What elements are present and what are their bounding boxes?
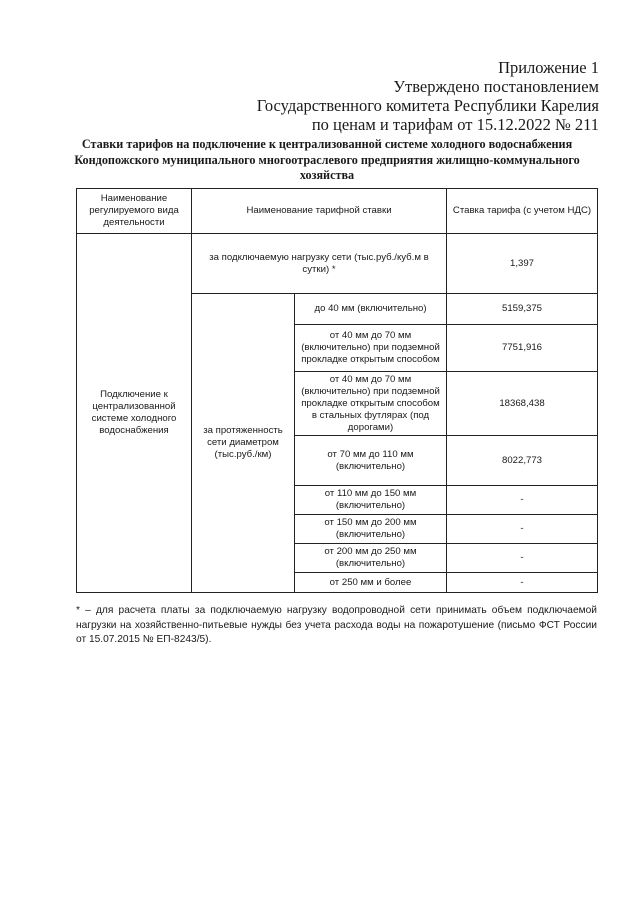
activity-cell: Подключение к централизованной системе холодного водоснабжения	[77, 234, 192, 593]
diameter-cell: от 150 мм до 200 мм (включительно)	[295, 515, 447, 544]
appendix-label: Приложение 1	[498, 58, 599, 77]
diameter-cell: от 110 мм до 150 мм (включительно)	[295, 486, 447, 515]
rate-value-cell: 18368,438	[447, 372, 598, 436]
diameter-cell: от 40 мм до 70 мм (включительно) при подземной прокладке открытым способом в стальных футлярах (под дорогами)	[295, 372, 447, 436]
rate-value-cell: 7751,916	[447, 325, 598, 372]
approval-header	[179, 58, 599, 134]
diameter-cell: до 40 мм (включительно)	[295, 294, 447, 325]
column-header-activity: Наименование регулируемого вида деятельности	[77, 189, 192, 234]
load-rate-label: за подключаемую нагрузку сети (тыс.руб./куб.м в сутки) *	[192, 234, 447, 294]
footnote: * – для расчета платы за подключаемую нагрузку водопроводной сети принимать объем подключаемой нагрузки на хозяйственно-питьевые нужды без учета расхода воды на пожаротушение (письмо ФСТ России от 15.07.2015 № ЕП-8243/5).	[76, 605, 597, 645]
column-header-rate-name: Наименование тарифной ставки	[192, 189, 447, 234]
rate-value-cell: 5159,375	[447, 294, 598, 325]
table-header-row	[77, 189, 598, 234]
resolution-date: по ценам и тарифам от 15.12.2022 № 211	[311, 115, 599, 134]
load-rate-value: 1,397	[447, 234, 598, 294]
document-title: Ставки тарифов на подключение к централизованной системе холодного водоснабжения Кондопожского муниципального многоотраслевого предприятия жилищно-коммунального хозяйства	[74, 137, 580, 182]
committee-name: Государственного комитета Республики Карелия	[256, 96, 599, 115]
rate-value-cell: -	[447, 515, 598, 544]
length-rate-label: за протяженность сети диаметром (тыс.руб./км)	[192, 294, 295, 593]
diameter-cell: от 200 мм до 250 мм (включительно)	[295, 544, 447, 573]
diameter-cell: от 40 мм до 70 мм (включительно) при подземной прокладке открытым способом	[295, 325, 447, 372]
tariff-table	[76, 188, 598, 593]
rate-value-cell: -	[447, 486, 598, 515]
diameter-cell: от 70 мм до 110 мм (включительно)	[295, 436, 447, 486]
rate-value-cell: -	[447, 573, 598, 593]
column-header-rate: Ставка тарифа (с учетом НДС)	[447, 189, 598, 234]
approved-by-label: Утверждено постановлением	[393, 77, 599, 96]
rate-value-cell: 8022,773	[447, 436, 598, 486]
table-row	[77, 234, 598, 294]
diameter-cell: от 250 мм и более	[295, 573, 447, 593]
rate-value-cell: -	[447, 544, 598, 573]
